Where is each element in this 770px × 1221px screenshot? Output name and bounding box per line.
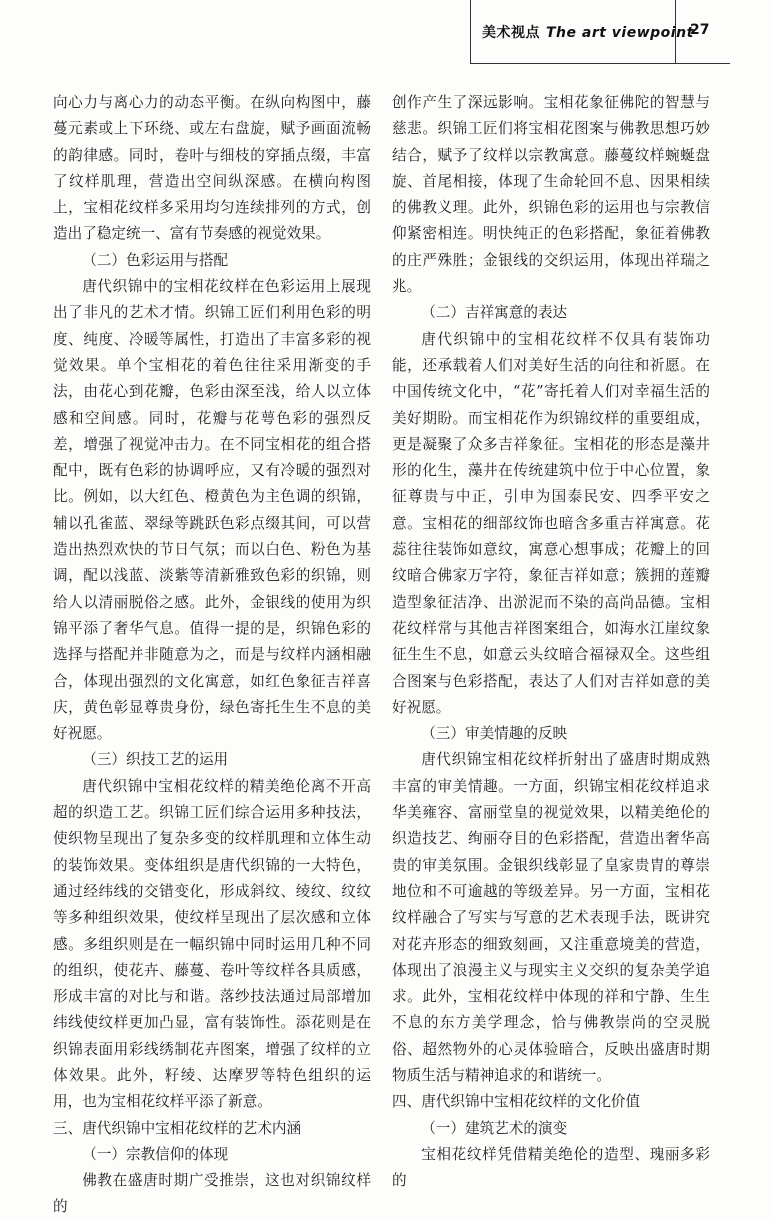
header-divider xyxy=(470,0,471,64)
paragraph: 宝相花纹样凭借精美绝伦的造型、瑰丽多彩的 xyxy=(392,1145,710,1190)
right-column xyxy=(392,90,710,1194)
subheading: （二）色彩运用与搭配 xyxy=(82,251,229,269)
paragraph: 向心力与离心力的动态平衡。在纵向构图中，藤蔓元素或上下环绕、或左右盘旋，赋予画面流畅的韵律感。同时，卷叶与细枝的穿插点缀，丰富了纹样肌理，营造出空间纵深感。在横向构图上，宝相花纹样多采用均匀连续排列的方式，创造出了稳定统一、富有节奏感的视觉效果。 xyxy=(53,94,371,243)
subheading: （三）织技工艺的运用 xyxy=(82,751,229,769)
subheading: （一）建筑艺术的演变 xyxy=(421,1119,568,1137)
paragraph: 唐代织锦中宝相花纹样的精美绝伦离不开高超的织造工艺。织锦工匠们综合运用多种技法，使织物呈现出了复杂多变的纹样肌理和立体生动的装饰效果。变体组织是唐代织锦的一大特色，通过经纬线的交错变化，形成斜纹、绫纹、纹纹等多种组织效果，使纹样呈现出了层次感和立体感。多组织则是在一幅织锦中同时运用几种不同的组织，使花卉、藤蔓、卷叶等纹样各具质感，形成丰富的对比与和谐。落纱技法通过局部增加纬线使纹样更加凸显，富有装饰性。添花则是在织锦表面用彩线绣制花卉图案，增强了纹样的立体效果。此外，籽绫、达摩罗等特色组织的运用，也为宝相花纹样平添了新意。 xyxy=(53,777,371,1111)
left-column xyxy=(53,90,371,1221)
page-number: 27 xyxy=(690,22,710,38)
section-label-en: The art viewpoint xyxy=(546,25,694,41)
section-label-cn: 美术视点 xyxy=(482,25,540,41)
section-heading: 三、唐代织锦中宝相花纹样的艺术内涵 xyxy=(53,1119,302,1137)
subheading: （二）吉祥寓意的表达 xyxy=(421,304,568,322)
paragraph: 佛教在盛唐时期广受推崇，这也对织锦纹样的 xyxy=(53,1172,371,1216)
paragraph: 唐代织锦中的宝相花纹样不仅具有装饰功能，还承载着人们对美好生活的向往和祈愿。在中国传统文化中，“花”寄托着人们对幸福生活的美好期盼。而宝相花作为织锦纹样的重要组成，更是凝聚了众多吉祥象征。宝相花的形态是藻井形的化生，藻井在传统建筑中位于中心位置，象征尊贵与中正，引申为国泰民安、四季平安之意。宝相花的细部纹饰也暗含多重吉祥寓意。花蕊往往装饰如意纹，寓意心想事成；花瓣上的回纹暗合佛家万字符，象征吉祥如意；簇拥的莲瓣造型象征洁净、出淤泥而不染的高尚品德。宝相花纹样常与其他吉祥图案组合，如海水江崖纹象征生生不息，如意云头纹暗合福禄双全。这些组合图案与色彩搭配，表达了人们对吉祥如意的美好祝愿。 xyxy=(392,330,710,716)
subheading: （三）审美情趣的反映 xyxy=(421,725,568,743)
section-label xyxy=(482,22,694,42)
paragraph: 创作产生了深远影响。宝相花象征佛陀的智慧与慈悲。织锦工匠们将宝相花图案与佛教思想巧妙结合，赋予了纹样以宗教寓意。藤蔓纹样蜿蜒盘旋、首尾相接，体现了生命轮回不息、因果相续的佛教义理。此外，织锦色彩的运用也与宗教信仰紧密相连。明快纯正的色彩搭配，象征着佛教的庄严殊胜；金银线的交织运用，体现出祥瑞之兆。 xyxy=(392,94,710,296)
header-underline xyxy=(470,63,730,64)
running-header xyxy=(470,0,730,64)
section-heading: 四、唐代织锦中宝相花纹样的文化价值 xyxy=(392,1093,641,1111)
paragraph: 唐代织锦中的宝相花纹样在色彩运用上展现出了非凡的艺术才情。织锦工匠们利用色彩的明度、纯度、冷暖等属性，打造出了丰富多彩的视觉效果。单个宝相花的着色往往采用渐变的手法，由花心到花瓣，色彩由深至浅，给人以立体感和空间感。同时，花瓣与花萼色彩的强烈反差，增强了视觉冲击力。在不同宝相花的组合搭配中，既有色彩的协调呼应，又有冷暖的强烈对比。例如，以大红色、橙黄色为主色调的织锦，辅以孔雀蓝、翠绿等跳跃色彩点缀其间，可以营造出热烈欢快的节日气氛；而以白色、粉色为基调，配以浅蓝、淡紫等清新雅致色彩的织锦，则给人以清丽脱俗之感。此外，金银线的使用为织锦平添了奢华气息。值得一提的是，织锦色彩的选择与搭配并非随意为之，而是与纹样内涵相融合，体现出强烈的文化寓意，如红色象征吉祥喜庆，黄色彰显尊贵身份，绿色寄托生生不息的美好祝愿。 xyxy=(53,278,371,743)
subheading: （一）宗教信仰的体现 xyxy=(82,1145,229,1163)
paragraph: 唐代织锦宝相花纹样折射出了盛唐时期成熟丰富的审美情趣。一方面，织锦宝相花纹样追求华美雍容、富丽堂皇的视觉效果，以精美绝伦的织造技艺、绚丽夺目的色彩搭配，营造出奢华高贵的审美氛围。金银织线彰显了皇家贵胄的尊崇地位和不可逾越的等级差异。另一方面，宝相花纹样融合了写实与写意的艺术表现手法，既讲究对花卉形态的细致刻画，又注重意境美的营造，体现出了浪漫主义与现实主义交织的复杂美学追求。此外，宝相花纹样中体现的祥和宁静、生生不息的东方美学理念，恰与佛教崇尚的空灵脱俗、超然物外的心灵体验暗合，反映出盛唐时期物质生活与精神追求的和谐统一。 xyxy=(392,751,710,1084)
